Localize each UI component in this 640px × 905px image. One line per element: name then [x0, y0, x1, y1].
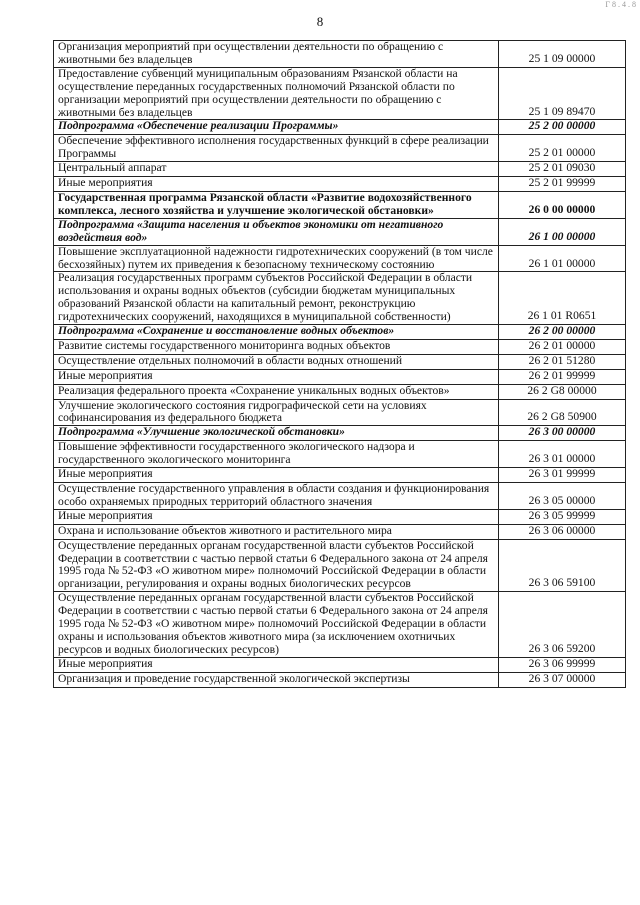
row-name-cell: Повышение эффективности государственного экологического надзора и государственного экологического мониторинга	[54, 441, 499, 468]
row-name-cell: Организация мероприятий при осуществлении деятельности по обращению с животными без владельцев	[54, 41, 499, 68]
table-row	[54, 272, 626, 325]
row-name-cell: Осуществление отдельных полномочий в области водных отношений	[54, 354, 499, 369]
row-code-cell: 25 2 01 09030	[499, 162, 626, 177]
row-code-cell: 26 2 01 99999	[499, 369, 626, 384]
row-name-cell: Иные мероприятия	[54, 509, 499, 524]
row-name-cell: Иные мероприятия	[54, 369, 499, 384]
row-name-cell: Подпрограмма «Сохранение и восстановление водных объектов»	[54, 325, 499, 340]
program-row	[54, 191, 626, 218]
table-row	[54, 441, 626, 468]
row-name-cell: Подпрограмма «Защита населения и объектов экономики от негативного воздействия вод»	[54, 218, 499, 245]
table-row	[54, 339, 626, 354]
table-row	[54, 539, 626, 592]
budget-classification-table	[53, 40, 626, 688]
table-row	[54, 399, 626, 426]
subprogram-row	[54, 325, 626, 340]
row-code-cell: 26 2 01 51280	[499, 354, 626, 369]
row-code-cell: 26 3 00 00000	[499, 426, 626, 441]
row-name-cell: Предоставление субвенций муниципальным образованиям Рязанской области на осуществление переданных государственных полномочий Рязанской области по организации мероприятий при осуществлении деятельности по обращению с животными без владельцев	[54, 67, 499, 120]
scan-corner-mark: Г 8 . 4 . 8	[605, 0, 636, 9]
row-name-cell: Осуществление переданных органам государственной власти субъектов Российской Федерации в соответствии с частью первой статьи 6 Федерального закона от 24 апреля 1995 года № 52-ФЗ «О животном мире» полномочий Российской Федерации в области охраны и использования объектов животного мира (за исключением охотничьих ресурсов и водных биологических ресурсов)	[54, 592, 499, 658]
row-name-cell: Улучшение экологического состояния гидрографической сети на условиях софинансирования из федерального бюджета	[54, 399, 499, 426]
table-row	[54, 483, 626, 510]
row-code-cell: 26 3 05 00000	[499, 483, 626, 510]
table-row	[54, 384, 626, 399]
row-code-cell: 26 0 00 00000	[499, 191, 626, 218]
row-code-cell: 26 2 00 00000	[499, 325, 626, 340]
row-name-cell: Реализация федерального проекта «Сохранение уникальных водных объектов»	[54, 384, 499, 399]
row-code-cell: 26 1 00 00000	[499, 218, 626, 245]
row-code-cell: 26 2 01 00000	[499, 339, 626, 354]
table-row	[54, 509, 626, 524]
row-code-cell: 26 2 G8 50900	[499, 399, 626, 426]
row-name-cell: Обеспечение эффективного исполнения государственных функций в сфере реализации Программы	[54, 135, 499, 162]
table-row	[54, 657, 626, 672]
row-code-cell: 25 2 01 00000	[499, 135, 626, 162]
row-name-cell: Иные мероприятия	[54, 177, 499, 192]
row-code-cell: 26 3 06 59100	[499, 539, 626, 592]
table-row	[54, 354, 626, 369]
table-row	[54, 162, 626, 177]
row-name-cell: Охрана и использование объектов животного и растительного мира	[54, 524, 499, 539]
table-row	[54, 245, 626, 272]
row-code-cell: 26 3 06 00000	[499, 524, 626, 539]
row-code-cell: 26 3 01 00000	[499, 441, 626, 468]
subprogram-row	[54, 426, 626, 441]
table-row	[54, 41, 626, 68]
row-code-cell: 26 3 07 00000	[499, 672, 626, 687]
row-code-cell: 26 1 01 00000	[499, 245, 626, 272]
row-code-cell: 26 1 01 R0651	[499, 272, 626, 325]
table-row	[54, 67, 626, 120]
row-code-cell: 26 2 G8 00000	[499, 384, 626, 399]
row-code-cell: 25 2 00 00000	[499, 120, 626, 135]
row-name-cell: Подпрограмма «Обеспечение реализации Программы»	[54, 120, 499, 135]
table-row	[54, 524, 626, 539]
row-name-cell: Развитие системы государственного мониторинга водных объектов	[54, 339, 499, 354]
row-code-cell: 25 1 09 00000	[499, 41, 626, 68]
row-code-cell: 26 3 01 99999	[499, 468, 626, 483]
row-name-cell: Осуществление переданных органам государственной власти субъектов Российской Федерации в соответствии с частью первой статьи 6 Федерального закона от 24 апреля 1995 года № 52-ФЗ «О животном мире» полномочий Российской Федерации в области организации, регулирования и охраны водных биологических ресурсов	[54, 539, 499, 592]
table-row	[54, 468, 626, 483]
table-body	[54, 41, 626, 688]
row-name-cell: Подпрограмма «Улучшение экологической обстановки»	[54, 426, 499, 441]
table-row	[54, 672, 626, 687]
row-name-cell: Реализация государственных программ субъектов Российской Федерации в области использования и охраны водных объектов (субсидии бюджетам муниципальных образований Рязанской области на капитальный ремонт, реконструкцию гидротехнических сооружений, находящихся в муниципальной собственности)	[54, 272, 499, 325]
row-code-cell: 26 3 06 59200	[499, 592, 626, 658]
table-row	[54, 177, 626, 192]
table-row	[54, 369, 626, 384]
row-code-cell: 25 1 09 89470	[499, 67, 626, 120]
row-name-cell: Государственная программа Рязанской области «Развитие водохозяйственного комплекса, лесного хозяйства и улучшение экологической обстановки»	[54, 191, 499, 218]
page-number: 8	[316, 14, 324, 29]
row-code-cell: 26 3 06 99999	[499, 657, 626, 672]
row-name-cell: Центральный аппарат	[54, 162, 499, 177]
row-name-cell: Организация и проведение государственной экологической экспертизы	[54, 672, 499, 687]
row-name-cell: Повышение эксплуатационной надежности гидротехнических сооружений (в том числе бесхозяйных) путем их приведения к безопасному техническому состоянию	[54, 245, 499, 272]
subprogram-row	[54, 218, 626, 245]
subprogram-row	[54, 120, 626, 135]
row-code-cell: 26 3 05 99999	[499, 509, 626, 524]
row-name-cell: Иные мероприятия	[54, 468, 499, 483]
row-name-cell: Иные мероприятия	[54, 657, 499, 672]
table-row	[54, 592, 626, 658]
row-name-cell: Осуществление государственного управления в области создания и функционирования особо охраняемых природных территорий областного значения	[54, 483, 499, 510]
row-code-cell: 25 2 01 99999	[499, 177, 626, 192]
table-row	[54, 135, 626, 162]
